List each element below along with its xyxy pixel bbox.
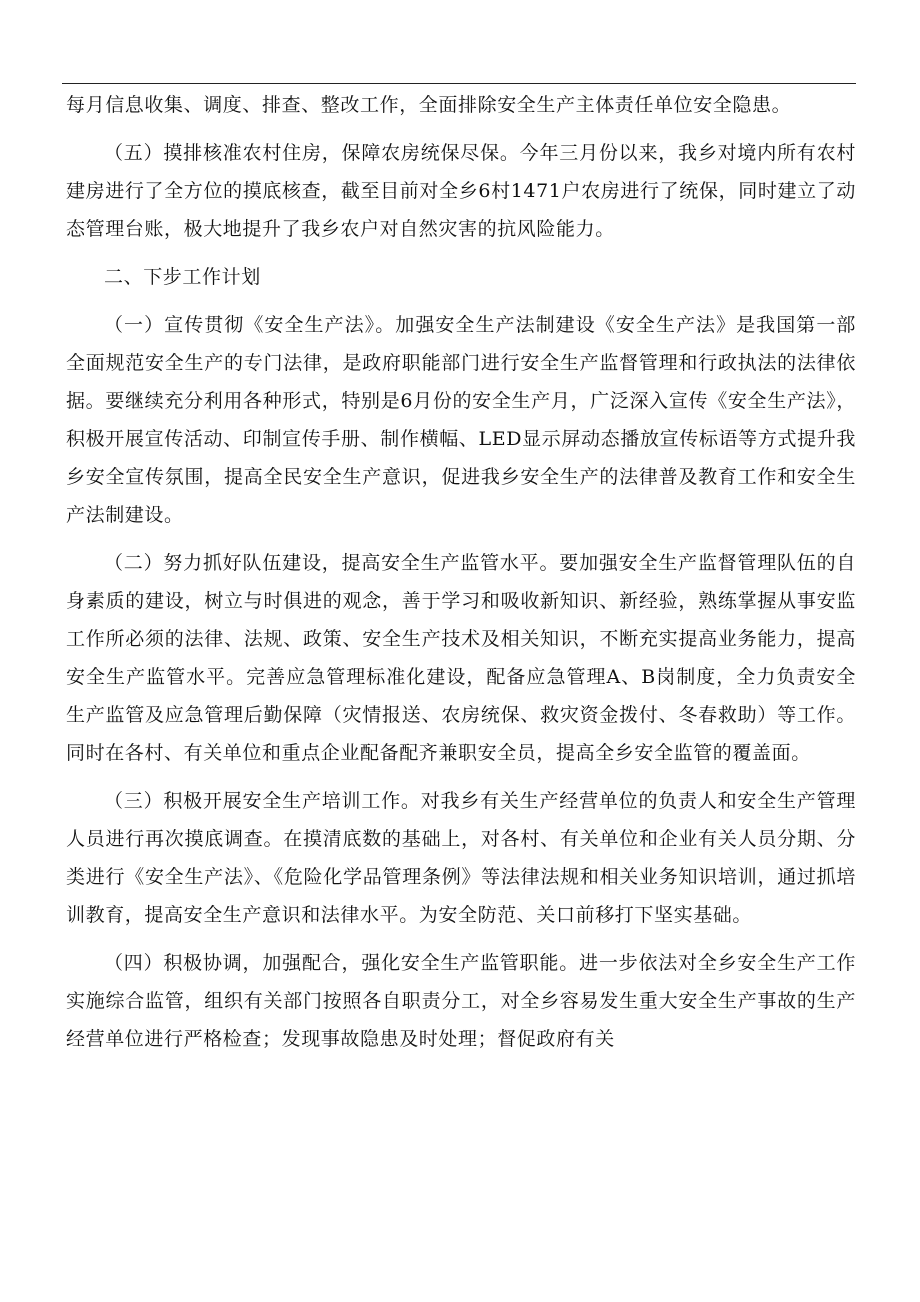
- section-heading-next-plan: 二、下步工作计划: [104, 266, 261, 288]
- header-rule: [62, 83, 856, 84]
- paragraph-plan-4-coordination: （四）积极协调，加强配合，强化安全生产监管职能。进一步依法对全乡安全生产工作实施综合监管，组织有关部门按照各自职责分工，对全乡容易发生重大安全生产事故的生产经营单位进行严格检查；发现事故隐患及时处理；督促政府有关: [66, 952, 856, 1050]
- document-body: [66, 86, 856, 1068]
- paragraph-item-5-housing: （五）摸排核准农村住房，保障农房统保尽保。今年三月份以来，我乡对境内所有农村建房进行了全方位的摸底核查，截至目前对全乡6村1471户农房进行了统保，同时建立了动态管理台账，极大地提升了我乡农户对自然灾害的抗风险能力。: [66, 142, 856, 240]
- paragraph-plan-3-training: （三）积极开展安全生产培训工作。对我乡有关生产经营单位的负责人和安全生产管理人员进行再次摸底调查。在摸清底数的基础上，对各村、有关单位和企业有关人员分期、分类进行《安全生产法》、《危险化学品管理条例》等法律法规和相关业务知识培训，通过抓培训教育，提高安全生产意识和法律水平。为安全防范、关口前移打下坚实基础。: [66, 790, 856, 926]
- continuation-paragraph: 每月信息收集、调度、排查、整改工作，全面排除安全生产主体责任单位安全隐患。: [66, 94, 792, 116]
- paragraph-plan-1-publicity: （一）宣传贯彻《安全生产法》。加强安全生产法制建设《安全生产法》是我国第一部全面规范安全生产的专门法律，是政府职能部门进行安全生产监督管理和行政执法的法律依据。要继续充分利用各种形式，特别是6月份的安全生产月，广泛深入宣传《安全生产法》，积极开展宣传活动、印制宣传手册、制作横幅、LED显示屏动态播放宣传标语等方式提升我乡安全宣传氛围，提高全民安全生产意识，促进我乡安全生产的法律普及教育工作和安全生产法制建设。: [66, 314, 856, 526]
- paragraph-plan-2-team: （二）努力抓好队伍建设，提高安全生产监管水平。要加强安全生产监督管理队伍的自身素质的建设，树立与时俱进的观念，善于学习和吸收新知识、新经验，熟练掌握从事安监工作所必须的法律、法规、政策、安全生产技术及相关知识，不断充实提高业务能力，提高安全生产监管水平。完善应急管理标准化建设，配备应急管理A、B岗制度，全力负责安全生产监管及应急管理后勤保障（灾情报送、农房统保、救灾资金拨付、冬春救助）等工作。同时在各村、有关单位和重点企业配备配齐兼职安全员，提高全乡安全监管的覆盖面。: [66, 552, 856, 764]
